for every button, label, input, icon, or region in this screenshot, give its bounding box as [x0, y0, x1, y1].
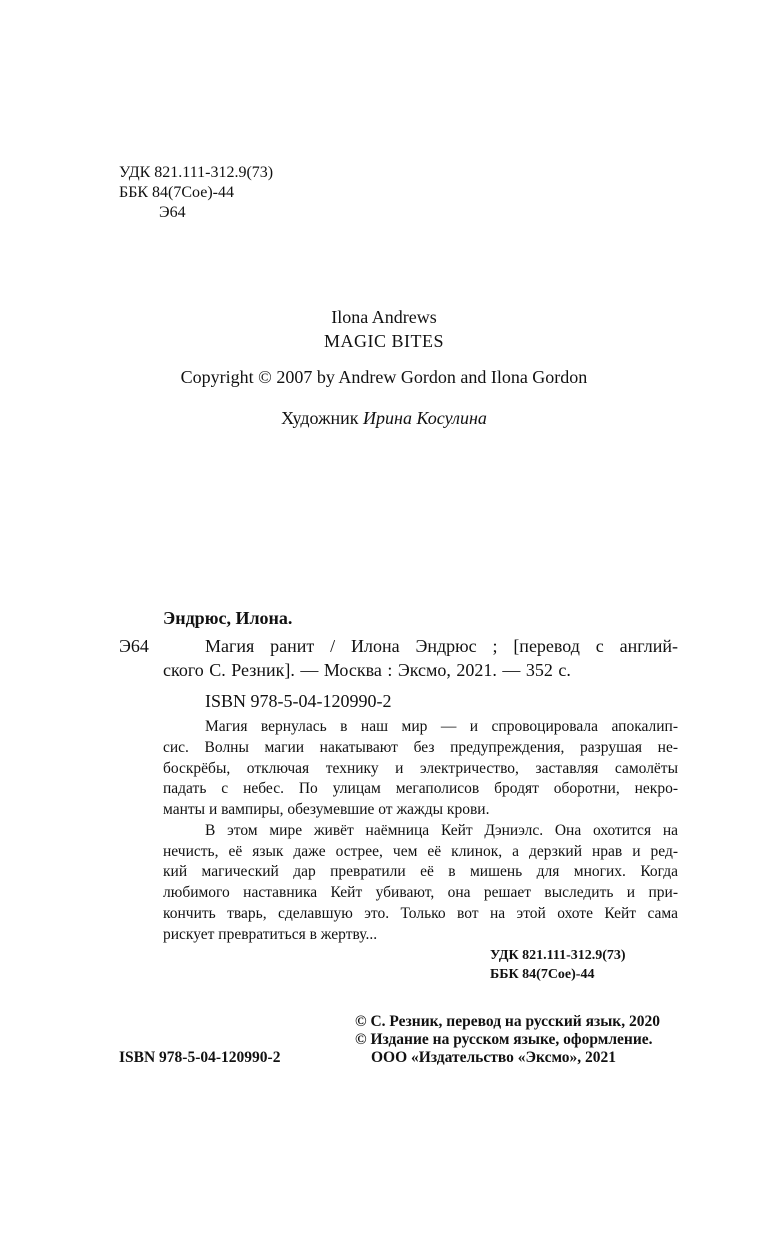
author-mark: Э64 [159, 204, 186, 221]
annotation-line: падать с небес. По улицам мегаполисов бродят оборотни, некро- [163, 780, 678, 797]
footer-isbn: ISBN 978-5-04-120990-2 [119, 1049, 281, 1066]
biblio-isbn: ISBN 978-5-04-120990-2 [205, 691, 392, 711]
annotation-line: кий магический дар превратили её в мишень для многих. Когда [163, 863, 678, 880]
annotation-line: нечисть, её язык даже острее, чем её клинок, а дерзкий нрав и ред- [163, 843, 678, 860]
annotation-line: В этом мире живёт наёмница Кейт Дэниэлс. Она охотится на [205, 822, 678, 839]
annotation-line: любимого наставника Кейт убивают, она решает выследить и при- [163, 884, 678, 901]
footer-copyright-edition: © Издание на русском языке, оформление. [355, 1031, 653, 1048]
bbk-code: ББК 84(7Сое)-44 [119, 184, 234, 201]
annotation-line: рискует превратиться в жертву... [163, 926, 378, 943]
annotation-line: боскрёбы, отключая технику и электричество, заставляя самолёты [163, 760, 678, 777]
annotation-line: кончить тварь, сделавшую это. Только вот на этой охоте Кейт сама [163, 905, 678, 922]
biblio-line-2: ского С. Резник]. — Москва : Эксмо, 2021. — 352 с. [163, 660, 571, 680]
biblio-mark: Э64 [119, 636, 149, 656]
biblio-heading: Эндрюс, Илона. [163, 608, 293, 628]
footer-publisher: ООО «Издательство «Эксмо», 2021 [371, 1049, 617, 1066]
annotation-udk: УДК 821.111-312.9(73) [490, 948, 626, 963]
original-title: MAGIC BITES [323, 331, 444, 351]
original-copyright: Copyright © 2007 by Andrew Gordon and Ilona Gordon [180, 367, 588, 387]
annotation-line: сис. Волны магии накатывают без предупреждения, разрушая не- [163, 739, 678, 756]
footer-copyright-translation: © С. Резник, перевод на русский язык, 2020 [355, 1013, 660, 1030]
artist-label: Художник [281, 408, 359, 428]
udk-code: УДК 821.111-312.9(73) [119, 164, 274, 181]
biblio-line-1: Магия ранит / Илона Эндрюс ; [перевод с англий- [205, 636, 678, 656]
artist-credit [0, 406, 768, 430]
annotation-line: Магия вернулась в наш мир — и спровоцировала апокалип- [205, 718, 678, 735]
annotation-line: манты и вампиры, обезумевшие от жажды крови. [163, 801, 490, 818]
artist-name: Ирина Косулина [363, 408, 487, 428]
original-author: Ilona Andrews [331, 307, 437, 327]
annotation-bbk: ББК 84(7Сое)-44 [490, 967, 595, 982]
